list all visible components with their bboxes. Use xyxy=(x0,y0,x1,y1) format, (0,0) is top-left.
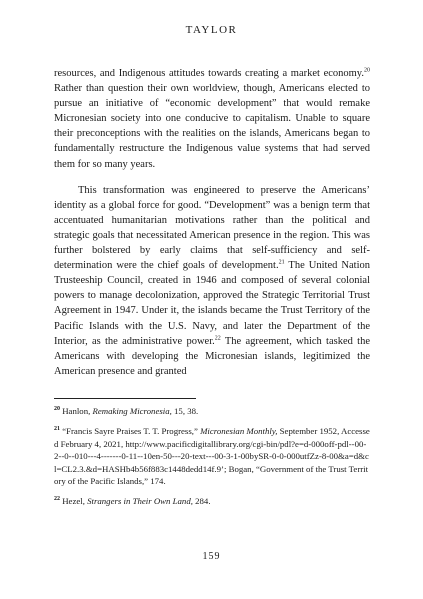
paragraph-text: resources, and Indigenous attitudes towards creating a market economy. xyxy=(54,68,364,79)
footnote-divider xyxy=(54,398,196,399)
footnote-number: 20 xyxy=(54,406,60,413)
footnote-ref[interactable]: 20 xyxy=(364,67,370,74)
footnote xyxy=(54,495,370,507)
paragraph xyxy=(54,66,370,172)
paragraph xyxy=(54,183,370,379)
footnote-text: “Francis Sayre Praises T. T. Progress,” xyxy=(60,426,201,437)
running-header: TAYLOR xyxy=(185,24,238,36)
footnote-number: 22 xyxy=(54,496,60,503)
footnote-text: Hezel, xyxy=(60,496,88,507)
paragraph-text: The agreement, which tasked the Americans with developing the Micronesian islands, legitimized the American presence and granted xyxy=(54,335,370,377)
footnote-title: Strangers in Their Own Land, xyxy=(87,496,193,507)
footnote-text[interactable]: September 1952, Accessed February 4, 2021, http://www.pacificdigitallibrary.org/cgi-bin/pdl?e=d-000off-pdl--00-2--0--010---4-------0-11--10en-50---20-text---00-3-1-00bySR-0-0-000utfZz-8-00&a=d&cl=CL2.3.&d=HASHb4b56f883c1448dedd14f.9’; Bogan, “Government of the Trust Territory of the Pacific Islands,” 174. xyxy=(54,426,370,487)
footnote xyxy=(54,425,370,487)
paragraph-text: The United Nation Trusteeship Council, created in 1946 and composed of several colonial powers to manage decolonization, approved the Strategic Territorial Trust Agreement in 1947. Under it, the islands became the Trust Territory of the Pacific Islands with the U.S. Navy, and later the Department of the Interior, as the administrative power. xyxy=(54,260,371,347)
footnote-text: Hanlon, xyxy=(60,406,93,416)
footnote-text: 15, 38. xyxy=(171,406,199,416)
paragraph-text: Rather than question their own worldview, though, Americans elected to pursue an initiative of “economic development” that would remake Micronesian society into one conducive to capitalism. Unable to square their preconceptions with the realities on the islands, Americans began to fundamentally restructure the Indigenous value systems that had served them for so many years. xyxy=(54,83,370,170)
body-text xyxy=(54,66,370,379)
footnote-text: 284. xyxy=(192,496,211,507)
footnote-ref[interactable]: 21 xyxy=(278,259,285,266)
footnote-title: Micronesian Monthly, xyxy=(200,426,278,437)
footnote-ref[interactable]: 22 xyxy=(214,335,221,342)
paragraph-text: This transformation was engineered to preserve the Americans’ identity as a global force for good. “Development” was a benign term that accentuated humanitarian motivations rather than the political and strategic goals that necessitated American presence in the region. This was further bolstered by early claims that self-sufficiency and self-determination were the chief goals of development. xyxy=(54,184,370,272)
footnote-title: Remaking Micronesia, xyxy=(92,406,172,416)
footnote-number: 21 xyxy=(54,426,60,433)
footnotes xyxy=(54,405,370,516)
footnote xyxy=(54,405,370,417)
page-number: 159 xyxy=(202,551,221,562)
